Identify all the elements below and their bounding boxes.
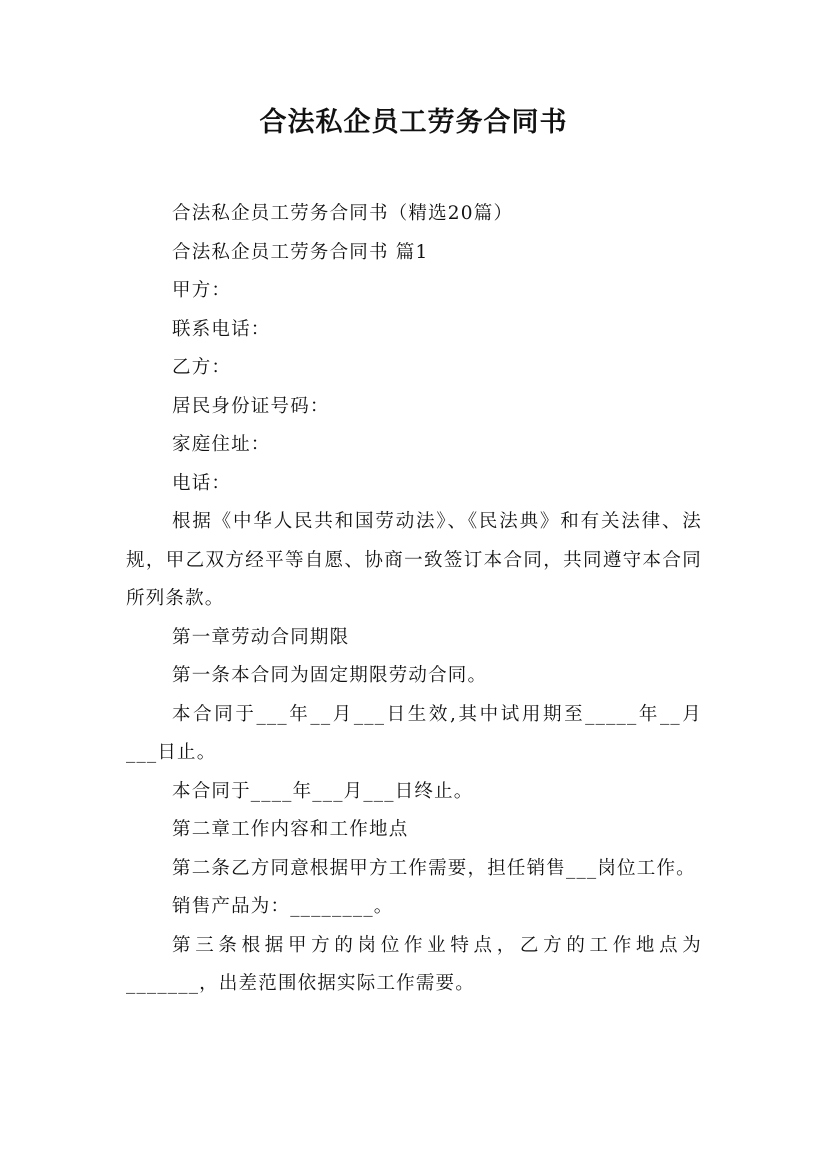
paragraph-party-b: 乙方：	[172, 357, 232, 378]
paragraph-subtitle: 合法私企员工劳务合同书（精选20篇）	[172, 203, 514, 224]
paragraph-effective-date: 本合同于___年__月___日生效,其中试用期至_____年__月___日止。	[126, 703, 702, 763]
document-body	[126, 195, 702, 1004]
paragraph-section-heading: 合法私企员工劳务合同书 篇1	[172, 241, 429, 263]
paragraph-id-number: 居民身份证号码：	[172, 395, 330, 417]
paragraph-chapter-1: 第一章劳动合同期限	[172, 626, 350, 648]
paragraph-products: 销售产品为：________。	[172, 896, 394, 917]
paragraph-article-3: 第三条根据甲方的岗位作业特点，乙方的工作地点为_______，出差范围依据实际工作需要。	[126, 934, 702, 994]
paragraph-article-1: 第一条本合同为固定期限劳动合同。	[172, 665, 488, 686]
paragraph-preamble: 根据《中华人民共和国劳动法》、《民法典》和有关法律、法规，甲乙双方经平等自愿、协商一致签订本合同，共同遵守本合同所列条款。	[126, 511, 702, 609]
document-title: 合法私企员工劳务合同书	[259, 107, 568, 138]
paragraph-party-a: 甲方：	[172, 280, 232, 301]
paragraph-phone: 电话：	[172, 472, 232, 494]
paragraph-article-2: 第二条乙方同意根据甲方工作需要，担任销售___岗位工作。	[172, 857, 696, 879]
paragraph-chapter-2: 第二章工作内容和工作地点	[172, 819, 409, 840]
paragraph-termination-date: 本合同于____年___月___日终止。	[172, 780, 474, 802]
paragraph-contact-phone: 联系电话：	[172, 318, 271, 340]
paragraph-home-address: 家庭住址：	[172, 434, 271, 455]
